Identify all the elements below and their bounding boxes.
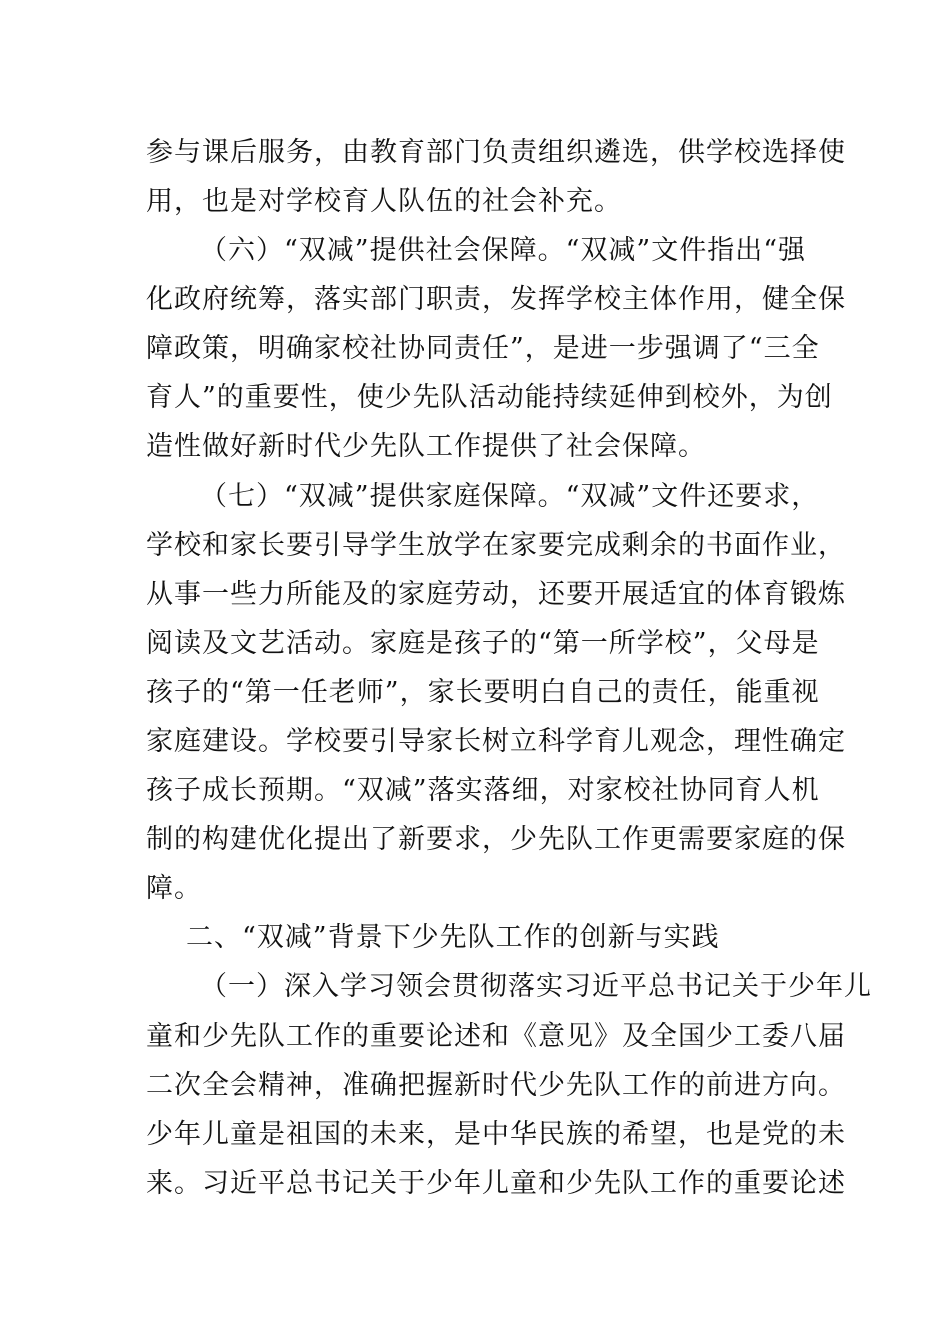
text-line: 学校和家长要引导学生放学在家要完成剩余的书面作业， [146, 530, 846, 561]
text-line: 孩子的“第一任老师”，家长要明白自己的责任，能重视 [146, 677, 820, 708]
text-line: 障政策，明确家校社协同责任”，是进一步强调了“三全 [146, 333, 820, 364]
text-line: 用，也是对学校育人队伍的社会补充。 [146, 186, 622, 217]
text-line: 制的构建优化提出了新要求，少先队工作更需要家庭的保 [146, 824, 846, 855]
text-line: 二次全会精神，准确把握新时代少先队工作的前进方向。 [146, 1070, 846, 1101]
text-line: 少年儿童是祖国的未来，是中华民族的希望，也是党的未 [146, 1119, 846, 1150]
text-line: 化政府统筹，落实部门职责，发挥学校主体作用，健全保 [146, 284, 846, 315]
text-line: 孩子成长预期。“双减”落实落细，对家校社协同育人机 [146, 775, 820, 806]
text-line: 从事一些力所能及的家庭劳动，还要开展适宜的体育锻炼 [146, 579, 846, 610]
text-line: 育人”的重要性，使少先队活动能持续延伸到校外，为创 [146, 382, 833, 413]
text-line: 造性做好新时代少先队工作提供了社会保障。 [146, 431, 706, 462]
text-line: 障。 [146, 873, 202, 904]
paragraph-start-line: （七）“双减”提供家庭保障。“双减”文件还要求， [200, 481, 820, 512]
text-line: 童和少先队工作的重要论述和《意见》及全国少工委八届 [146, 1021, 846, 1052]
text-line: 阅读及文艺活动。家庭是孩子的“第一所学校”，父母是 [146, 628, 820, 659]
text-line: 家庭建设。学校要引导家长树立科学育儿观念，理性确定 [146, 726, 846, 757]
section-heading: 二、“双减”背景下少先队工作的创新与实践 [186, 922, 720, 953]
text-line: 参与课后服务，由教育部门负责组织遴选，供学校选择使 [146, 137, 846, 168]
text-line: 来。习近平总书记关于少年儿童和少先队工作的重要论述 [146, 1168, 846, 1199]
paragraph-start-line: （六）“双减”提供社会保障。“双减”文件指出“强 [200, 235, 807, 266]
paragraph-start-line: （一）深入学习领会贯彻落实习近平总书记关于少年儿 [200, 971, 872, 1002]
